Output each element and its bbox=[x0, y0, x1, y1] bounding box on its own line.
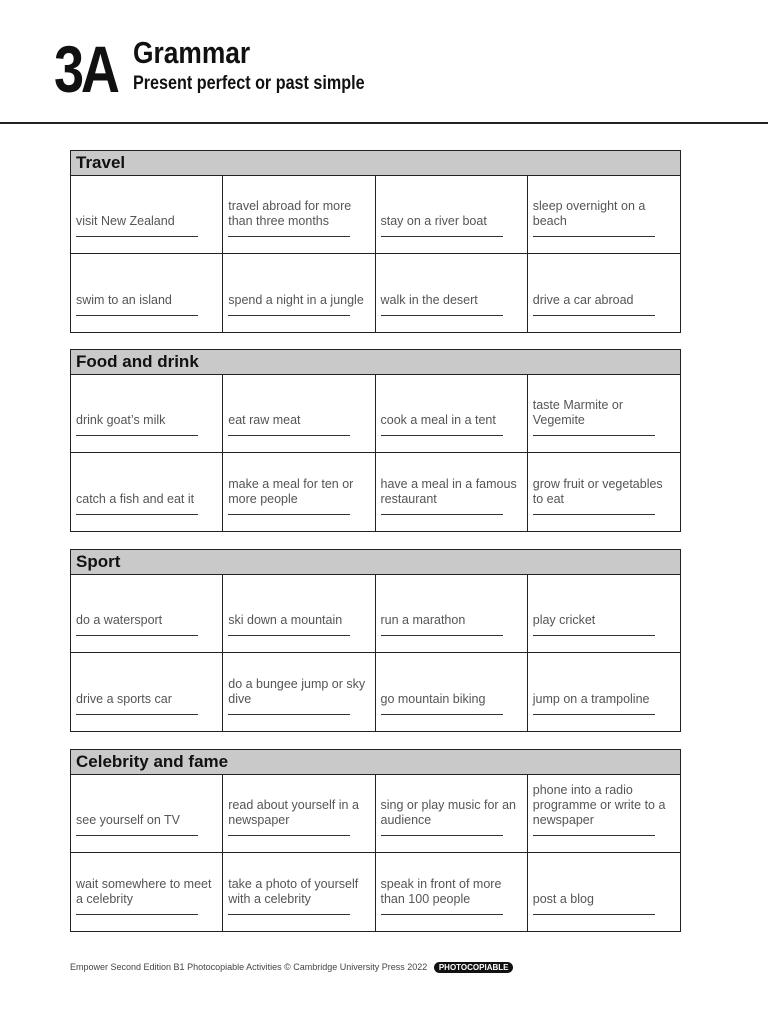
activity-text: go mountain biking bbox=[380, 692, 486, 706]
answer-line[interactable] bbox=[381, 835, 503, 836]
activity-text: jump on a trampoline bbox=[532, 692, 650, 706]
activity-cell bbox=[376, 775, 528, 853]
answer-line[interactable] bbox=[533, 236, 655, 237]
answer-line[interactable] bbox=[533, 635, 655, 636]
answer-line[interactable] bbox=[381, 315, 503, 316]
activity-grid bbox=[71, 775, 680, 931]
activity-cell bbox=[71, 653, 223, 731]
activity-text: catch a fish and eat it bbox=[76, 492, 195, 506]
activity-cell bbox=[223, 653, 375, 731]
activity-text: stay on a river boat bbox=[380, 214, 487, 228]
activity-text: read about yourself in a newspaper bbox=[228, 798, 359, 827]
activity-cell bbox=[71, 176, 223, 254]
section-sport bbox=[70, 549, 681, 732]
section-title: Sport bbox=[71, 550, 680, 575]
answer-line[interactable] bbox=[228, 914, 350, 915]
activity-cell bbox=[223, 775, 375, 853]
answer-line[interactable] bbox=[228, 236, 350, 237]
activity-cell bbox=[71, 254, 223, 332]
photocopiable-badge: PHOTOCOPIABLE bbox=[434, 962, 514, 973]
section-celebrity-and-fame bbox=[70, 749, 681, 932]
activity-cell bbox=[376, 575, 528, 653]
activity-cell bbox=[376, 853, 528, 931]
answer-line[interactable] bbox=[533, 315, 655, 316]
activity-text: drive a car abroad bbox=[532, 293, 634, 307]
activity-text: make a meal for ten or more people bbox=[228, 477, 354, 506]
answer-line[interactable] bbox=[381, 514, 503, 515]
answer-line[interactable] bbox=[381, 714, 503, 715]
activity-cell bbox=[71, 453, 223, 531]
activity-text: cook a meal in a tent bbox=[380, 413, 496, 427]
activity-cell bbox=[376, 453, 528, 531]
activity-text: taste Marmite or Vegemite bbox=[532, 398, 624, 427]
copyright-text: Empower Second Edition B1 Photocopiable Activities © Cambridge University Press 2022 bbox=[70, 962, 428, 972]
answer-line[interactable] bbox=[533, 914, 655, 915]
page-title: Grammar bbox=[133, 35, 251, 70]
activity-grid bbox=[71, 176, 680, 332]
answer-line[interactable] bbox=[76, 315, 198, 316]
answer-line[interactable] bbox=[381, 236, 503, 237]
page-header bbox=[0, 0, 768, 124]
activity-cell bbox=[71, 375, 223, 453]
activity-cell bbox=[376, 375, 528, 453]
activity-cell bbox=[528, 653, 680, 731]
page-subtitle: Present perfect or past simple bbox=[133, 73, 365, 94]
activity-text: phone into a radio programme or write to a newspaper bbox=[532, 783, 666, 827]
answer-line[interactable] bbox=[228, 835, 350, 836]
activity-text: have a meal in a famous restaurant bbox=[380, 477, 517, 506]
activity-text: speak in front of more than 100 people bbox=[380, 877, 502, 906]
activity-cell bbox=[376, 653, 528, 731]
activity-text: wait somewhere to meet a celebrity bbox=[76, 877, 212, 906]
answer-line[interactable] bbox=[381, 435, 503, 436]
section-travel bbox=[70, 150, 681, 333]
activity-text: ski down a mountain bbox=[228, 613, 343, 627]
activity-cell bbox=[528, 254, 680, 332]
answer-line[interactable] bbox=[76, 514, 198, 515]
answer-line[interactable] bbox=[228, 514, 350, 515]
activity-text: walk in the desert bbox=[380, 293, 478, 307]
activity-cell bbox=[376, 176, 528, 254]
section-title: Travel bbox=[71, 151, 680, 176]
section-food-and-drink bbox=[70, 349, 681, 532]
answer-line[interactable] bbox=[76, 835, 198, 836]
activity-cell bbox=[223, 375, 375, 453]
page-footer bbox=[70, 961, 513, 973]
activity-text: drink goat’s milk bbox=[76, 413, 166, 427]
answer-line[interactable] bbox=[228, 635, 350, 636]
answer-line[interactable] bbox=[76, 714, 198, 715]
activity-cell bbox=[528, 775, 680, 853]
activity-cell bbox=[223, 853, 375, 931]
activity-cell bbox=[528, 375, 680, 453]
activity-text: sleep overnight on a beach bbox=[532, 199, 646, 228]
activity-grid bbox=[71, 375, 680, 531]
answer-line[interactable] bbox=[533, 514, 655, 515]
activity-text: swim to an island bbox=[76, 293, 172, 307]
activity-cell bbox=[223, 575, 375, 653]
activity-cell bbox=[528, 176, 680, 254]
answer-line[interactable] bbox=[76, 914, 198, 915]
activity-text: sing or play music for an audience bbox=[380, 798, 516, 827]
activity-text: spend a night in a jungle bbox=[228, 293, 364, 307]
activity-cell bbox=[71, 775, 223, 853]
activity-text: drive a sports car bbox=[76, 692, 172, 706]
activity-cell bbox=[71, 575, 223, 653]
answer-line[interactable] bbox=[533, 714, 655, 715]
activity-text: visit New Zealand bbox=[76, 214, 175, 228]
answer-line[interactable] bbox=[76, 435, 198, 436]
answer-line[interactable] bbox=[381, 914, 503, 915]
activity-cell bbox=[71, 853, 223, 931]
activity-grid bbox=[71, 575, 680, 731]
answer-line[interactable] bbox=[533, 435, 655, 436]
answer-line[interactable] bbox=[76, 635, 198, 636]
activity-text: grow fruit or vegetables to eat bbox=[532, 477, 663, 506]
activity-text: see yourself on TV bbox=[76, 813, 180, 827]
activity-text: run a marathon bbox=[380, 613, 466, 627]
activity-text: eat raw meat bbox=[228, 413, 301, 427]
answer-line[interactable] bbox=[381, 635, 503, 636]
activity-text: post a blog bbox=[532, 892, 594, 906]
answer-line[interactable] bbox=[228, 315, 350, 316]
activity-cell bbox=[528, 853, 680, 931]
answer-line[interactable] bbox=[228, 714, 350, 715]
answer-line[interactable] bbox=[76, 236, 198, 237]
activity-text: do a bungee jump or sky dive bbox=[228, 677, 366, 706]
section-title: Food and drink bbox=[71, 350, 680, 375]
activity-text: play cricket bbox=[532, 613, 596, 627]
unit-code: 3A bbox=[54, 32, 117, 106]
activity-cell bbox=[223, 453, 375, 531]
activity-text: do a watersport bbox=[76, 613, 163, 627]
activity-text: take a photo of yourself with a celebrity bbox=[228, 877, 359, 906]
answer-line[interactable] bbox=[533, 835, 655, 836]
activity-text: travel abroad for more than three months bbox=[228, 199, 352, 228]
activity-cell bbox=[223, 254, 375, 332]
activity-cell bbox=[223, 176, 375, 254]
answer-line[interactable] bbox=[228, 435, 350, 436]
section-title: Celebrity and fame bbox=[71, 750, 680, 775]
activity-cell bbox=[376, 254, 528, 332]
activity-cell bbox=[528, 575, 680, 653]
activity-cell bbox=[528, 453, 680, 531]
